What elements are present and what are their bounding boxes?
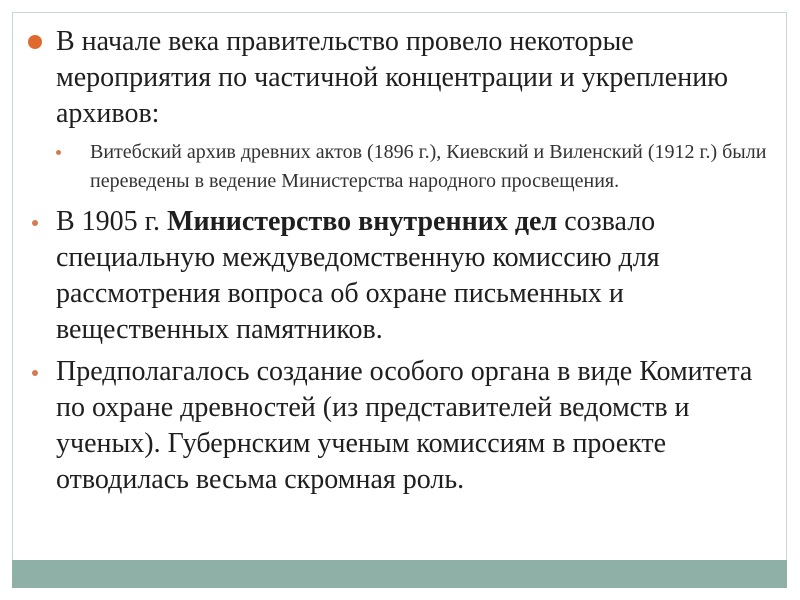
circle-bullet-icon: [28, 35, 42, 49]
dot-bullet-icon: [32, 370, 38, 376]
bottom-accent-bar: [12, 560, 787, 588]
slide-content: [28, 24, 780, 504]
bullet-item-3-text: Предполагалось создание особого органа в виде Комитета по охране древностей (из представителей ведомств и ученых). Губернским ученым комиссиям в проекте отводилась весьма скромная роль.: [56, 356, 753, 495]
sub-bullet-item-1-text: Витебский архив древних актов (1896 г.), Киевский и Виленский (1912 г.) были переведены в ведение Министерства народного просвещения.: [90, 141, 767, 192]
bullet-item-1-text: В начале века правительство провело некоторые мероприятия по частичной концентрации и укреплению архивов:: [56, 26, 729, 129]
bullet-item-2-bold-text: Министерство внутренних дел: [167, 206, 558, 237]
dot-bullet-icon: [32, 220, 38, 226]
bullet-item-2-text-before: В 1905 г.: [56, 206, 168, 237]
bullet-item-2-text-after: созвало специальную междуведомственную комиссию для рассмотрения вопроса об охране письменных и вещественных памятников.: [56, 206, 660, 345]
bullet-item-1: [28, 24, 780, 132]
bullet-item-2: [28, 204, 780, 348]
bullet-item-3: [28, 354, 780, 498]
sub-bullet-item-1: [54, 138, 780, 196]
dot-bullet-icon: [56, 150, 61, 155]
